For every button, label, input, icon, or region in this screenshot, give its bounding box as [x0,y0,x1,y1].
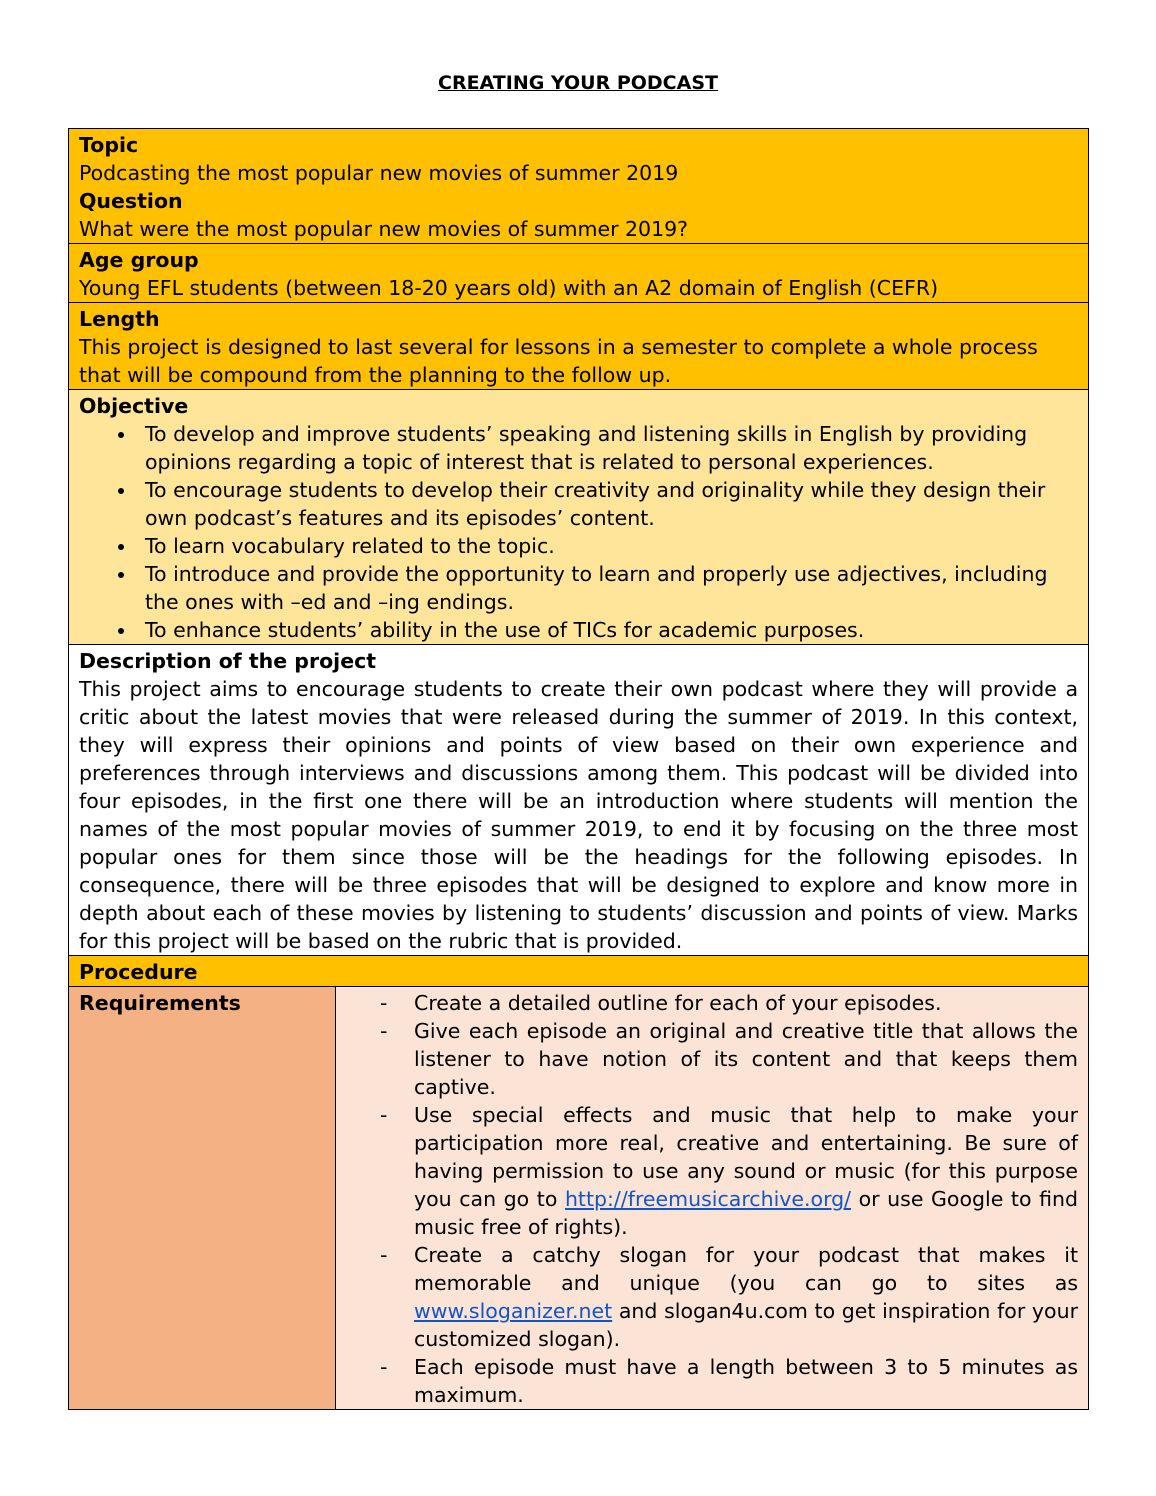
topic-text: Podcasting the most popular new movies of summer 2019 [79,161,679,185]
question-label: Question [79,189,183,213]
topic-row [69,129,1089,244]
description-label: Description of the project [79,649,377,673]
requirement-text: and slogan4u.com to get inspiration for your customized slogan). [414,1299,1079,1351]
age-group-text: Young EFL students (between 18-20 years old) with an A2 domain of English (CEFR) [79,276,939,300]
requirements-row [69,987,1089,1410]
length-row [69,303,1089,390]
procedure-label: Procedure [69,956,1089,987]
requirement-item: - Give each episode an original and creative title that allows the listener to have notion of its content and that keeps them captive. [356,1017,1078,1101]
objective-item: • To encourage students to develop their creativity and originality while they design their own podcast’s features and its episodes’ content. [137,476,1078,532]
requirement-item: - Create a detailed outline for each of your episodes. [356,989,1078,1017]
objective-label: Objective [79,394,189,418]
age-group-label: Age group [79,248,199,272]
objective-item: • To enhance students’ ability in the use of TICs for academic purposes. [137,616,1078,644]
project-table [68,128,1089,1410]
age-group-row [69,244,1089,303]
requirement-text: or use Google to find music free of rights). [414,1187,1078,1239]
document-title: CREATING YOUR PODCAST [438,72,718,94]
requirement-item: - Each episode must have a length between 3 to 5 minutes as maximum. [356,1353,1078,1409]
question-text: What were the most popular new movies of summer 2019? [79,217,689,241]
freemusicarchive-link[interactable]: http://freemusicarchive.org/ [564,1187,852,1211]
requirements-label: Requirements [69,987,336,1410]
objective-row [69,390,1089,645]
requirement-text: Use special effects and music that help to make your participation more real, creative and entertaining. Be sure of having permission to use any sound or music (for this purpose you can go to [414,1103,1079,1211]
description-row [69,645,1089,956]
objective-item: • To learn vocabulary related to the topic. [137,532,1078,560]
objective-list [79,420,1078,644]
procedure-row [69,956,1089,987]
objective-item: • To develop and improve students’ speaking and listening skills in English by providing opinions regarding a topic of interest that is related to personal experiences. [137,420,1078,476]
requirements-list [356,989,1078,1409]
description-text: This project aims to encourage students to create their own podcast where they will provide a critic about the latest movies that were released during the summer of 2019. In this context, they will express their opinions and points of view based on their own experience and preferences through interviews and discussions among them. This podcast will be divided into four episodes, in the first one there will be an introduction where students will mention the names of the most popular movies of summer 2019, to end it by focusing on the three most popular ones for them since those will be the headings for the following episodes. In consequence, there will be three episodes that will be designed to explore and know more in depth about each of these movies by listening to students’ discussion and points of view. Marks for this project will be based on the rubric that is provided. [79,677,1079,953]
length-text: This project is designed to last several for lessons in a semester to complete a whole process that will be compound from the planning to the follow up. [79,335,1038,387]
requirement-item [356,1241,1078,1353]
objective-item: • To introduce and provide the opportunity to learn and properly use adjectives, including the ones with –ed and –ing endings. [137,560,1078,616]
requirement-item [356,1101,1078,1241]
length-label: Length [79,307,160,331]
sloganizer-link[interactable]: www.sloganizer.net [414,1299,613,1323]
requirement-text: Create a catchy slogan for your podcast that makes it memorable and unique (you can go to sites as [414,1243,1079,1295]
topic-label: Topic [79,133,139,157]
